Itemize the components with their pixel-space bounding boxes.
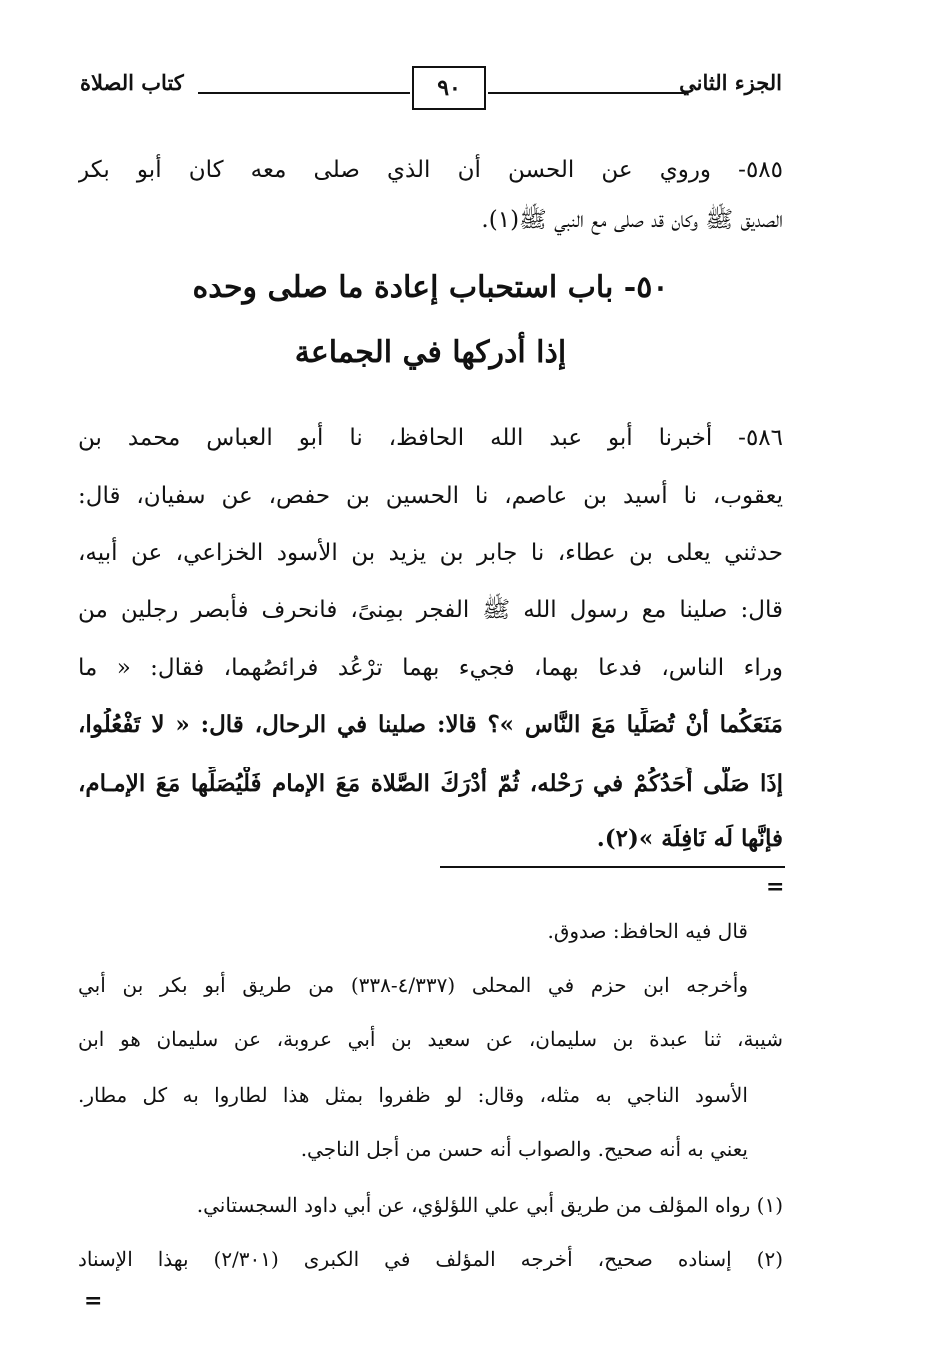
hadith-586-line: وراء الناس، فدعا بهما، فجيء بهما ترْعُد فرائصُهما، فقال: « ما — [78, 655, 783, 681]
hadith-585-line: ٥٨٥- وروي عن الحسن أن الذي صلى معه كان أبو بكر — [78, 157, 783, 183]
continuation-mark-bottom: = — [84, 1288, 103, 1314]
footnote-continued-line: قال فيه الحافظ: صدوق. — [547, 919, 748, 943]
footnote-1: (١) رواه المؤلف من طريق أبي علي اللؤلؤي، عن أبي داود السجستاني. — [196, 1193, 783, 1217]
running-head-volume: الجزء الثاني — [679, 70, 782, 95]
hadith-586-line: حدثني يعلى بن عطاء، نا جابر بن يزيد بن الأسود الخزاعي، عن أبيه، — [78, 540, 783, 566]
page-number: ٩٠ — [437, 75, 461, 101]
page-number-box — [412, 66, 486, 110]
hadith-586-line: مَنَعَكُما أنْ تُصَلِّيا مَعَ النَّاس »؟ قالا: صلينا في الرحال، قال: « لا تَفْعُلُوا، — [78, 711, 783, 738]
footnote-continued-line: يعني به أنه صحيح. والصواب أنه حسن من أجل الناجي. — [300, 1137, 748, 1161]
hadith-586-line: ٥٨٦- أخبرنا أبو عبد الله الحافظ، نا أبو العباس محمد بن — [78, 425, 783, 451]
hadith-585-line: الصديق ﷺ وكان قد صلى مع النبي ﷺ(١). — [481, 207, 783, 233]
hadith-586-line: قال: صلينا مع رسول الله ﷺ الفجر بمِنىً، فانحرف فأبصر رجلين من — [78, 597, 783, 623]
chapter-title: ٥٠- باب استحباب إعادة ما صلى وحده — [192, 270, 669, 305]
hadith-586-line: فإنَّها لَه نَافِلَة »(٢). — [596, 825, 783, 852]
footnote-2: (٢) إسناده صحيح، أخرجه المؤلف في الكبرى (٢/٣٠١) بهذا الإسناد — [78, 1247, 783, 1271]
running-head-book: كتاب الصلاة — [80, 70, 184, 95]
hadith-586-line: يعقوب، نا أسيد بن عاصم، نا الحسين بن حفص، عن سفيان، قال: — [78, 483, 783, 509]
chapter-title-continued: إذا أدركها في الجماعة — [294, 335, 567, 370]
footnote-continued-line: شيبة، ثنا عبدة بن سليمان، عن سعيد بن أبي عروبة، عن سليمان هو ابن — [78, 1027, 783, 1051]
footnote-continued-line: الأسود الناجي به مثله، وقال: لو ظفروا بمثل هذا لطاروا به كل مطار. — [78, 1083, 748, 1107]
hadith-586-line: إذَا صَلَّى أَحَدُكُمْ في رَحْله، ثُمّ أدْرَكَ الصَّلاة مَعَ الإمام فَلْيُصَلِّها مَعَ الإمـام، — [78, 770, 783, 797]
header-rule-right — [488, 92, 688, 94]
footnote-continued-line: وأخرجه ابن حزم في المحلى (٤/٣٣٧-٣٣٨) من طريق أبو بكر بن أبي — [78, 973, 748, 997]
continuation-mark-top: = — [766, 874, 785, 900]
footnote-separator — [440, 866, 785, 868]
header-rule-left — [198, 92, 410, 94]
